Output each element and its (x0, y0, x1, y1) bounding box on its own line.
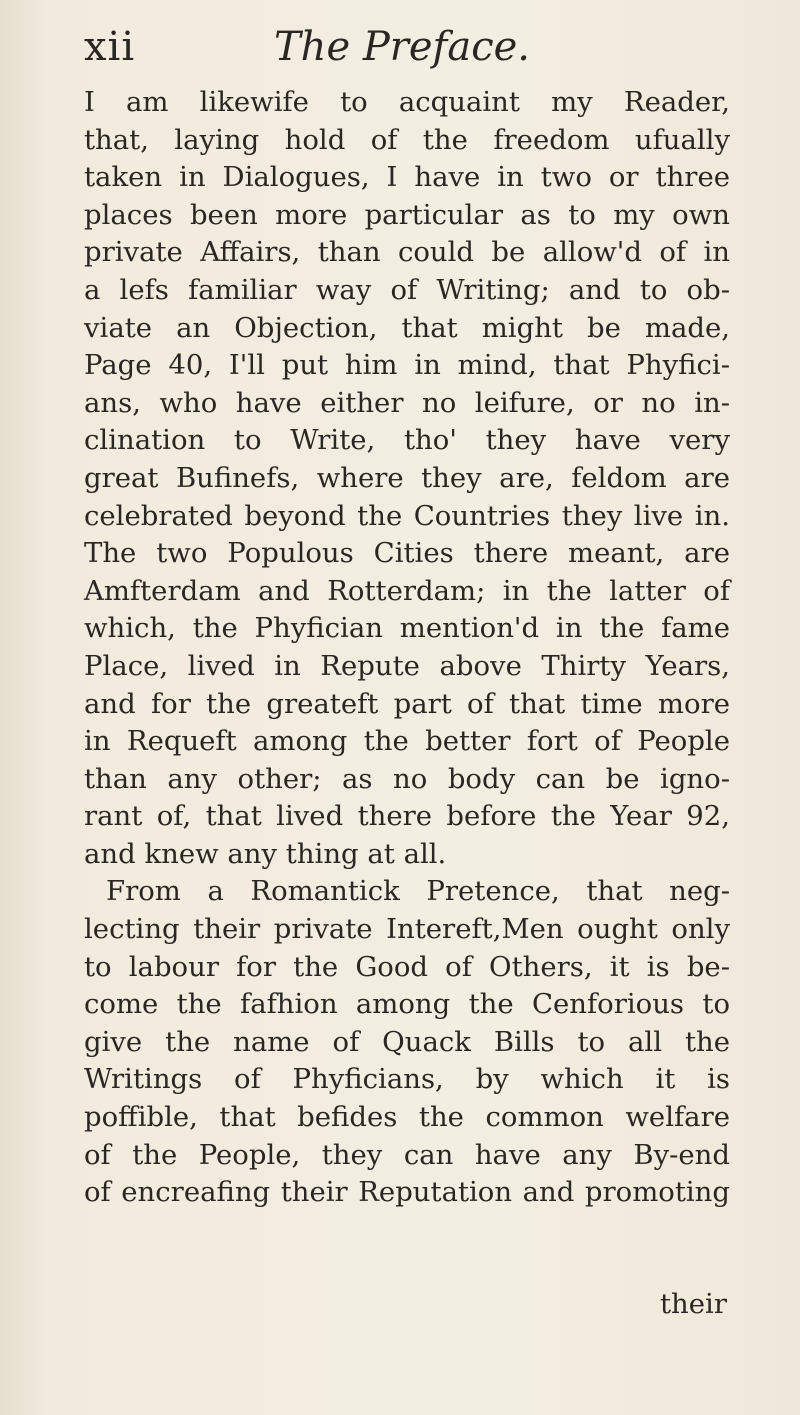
text-line: clination to Write, tho' they have very (84, 424, 730, 457)
text-line: that, laying hold of the freedom ufually (84, 123, 730, 156)
text-line: than any other; as no body can be igno- (84, 762, 730, 795)
text-line: celebrated beyond the Countries they live in. (84, 499, 730, 532)
text-line: Page 40, I'll put him in mind, that Phyfici- (84, 349, 730, 382)
page-header (84, 20, 724, 76)
text-line: great Bufinefs, where they are, feldom are (84, 461, 730, 494)
text-line: ans, who have either no leifure, or no in- (84, 386, 730, 419)
text-line: and knew any thing at all. (84, 837, 447, 870)
text-line: and for the greateft part of that time more (84, 687, 730, 720)
text-line: I am likewife to acquaint my Reader, (84, 86, 730, 118)
text-line: Place, lived in Repute above Thirty Years, (84, 649, 730, 682)
text-line: private Affairs, than could be allow'd of in (84, 236, 730, 269)
text-line: come the fafhion among the Cenforious to (84, 988, 730, 1021)
text-line: lecting their private Intereft,Men ought only (84, 913, 730, 946)
text-line: viate an Objection, that might be made, (84, 311, 730, 344)
text-line: poffible, that befides the common welfare (84, 1101, 730, 1134)
body-text (84, 84, 730, 1212)
text-line: of encreafing their Reputation and promoting (84, 1176, 730, 1209)
text-line: give the name of Quack Bills to all the (84, 1025, 730, 1058)
text-line: which, the Phyfician mention'd in the fame (84, 612, 730, 645)
page-number: xii (84, 24, 136, 70)
text-line: in Requeft among the better fort of People (84, 725, 730, 758)
text-line: of the People, they can have any By-end (84, 1138, 730, 1171)
text-line: Amfterdam and Rotterdam; in the latter of (84, 574, 730, 607)
text-line: rant of, that lived there before the Year 92, (84, 800, 730, 833)
text-line: a lefs familiar way of Writing; and to ob- (84, 273, 730, 306)
text-line: The two Populous Cities there meant, are (84, 537, 730, 570)
text-line: Writings of Phyficians, by which it is (84, 1063, 730, 1096)
text-line: From a Romantick Pretence, that neg- (106, 875, 730, 908)
text-line: to labour for the Good of Others, it is be- (84, 950, 730, 983)
running-title: The Preface. (274, 24, 530, 70)
text-line: taken in Dialogues, I have in two or three (84, 161, 730, 194)
catchword: their (660, 1288, 727, 1320)
text-line: places been more particular as to my own (84, 198, 730, 231)
